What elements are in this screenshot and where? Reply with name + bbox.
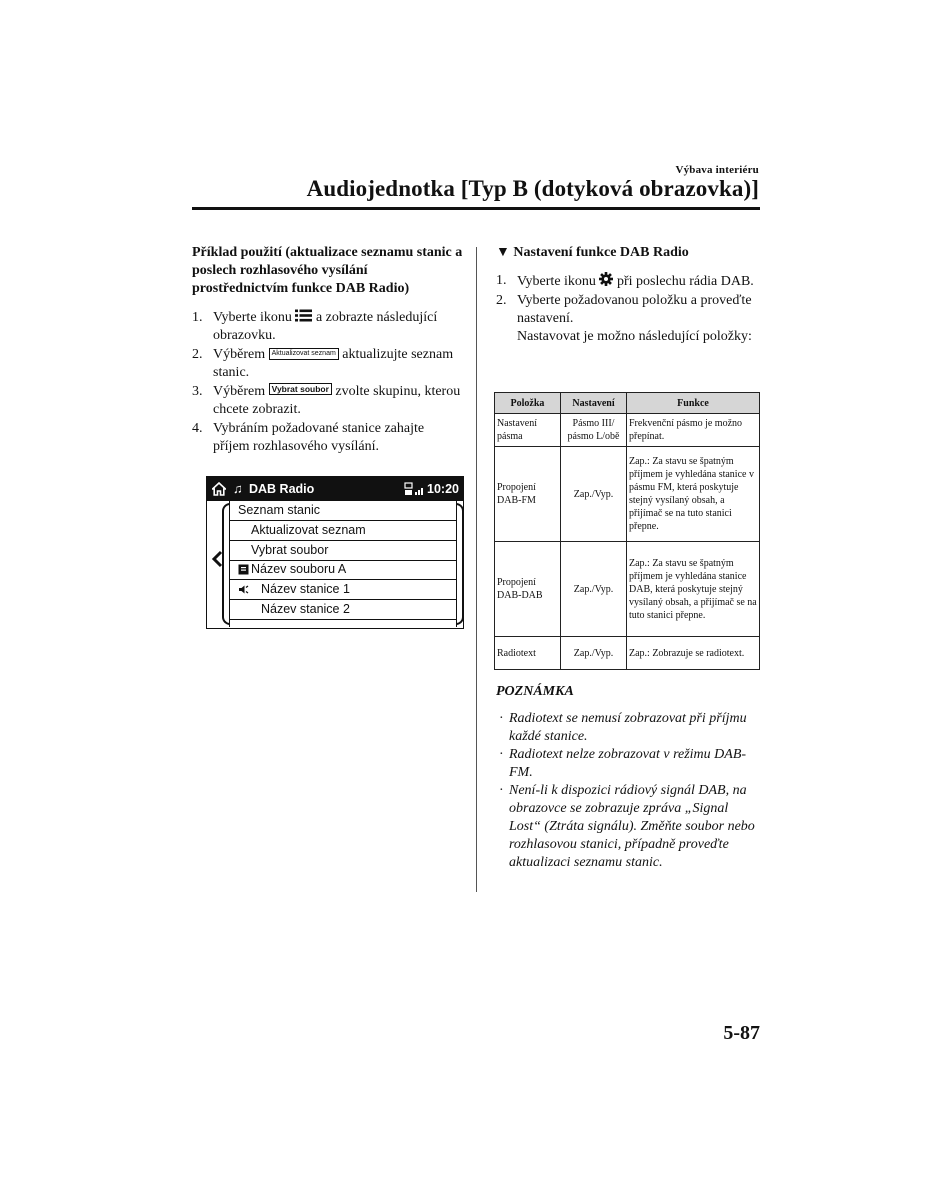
list-item[interactable]: Aktualizovat seznam: [230, 521, 456, 541]
screen-title: DAB Radio: [249, 482, 315, 496]
page-number: 5-87: [723, 1022, 760, 1044]
list-item: 1. Vyberte ikonu při poslechu rádia DAB.: [496, 273, 754, 289]
list-item[interactable]: Vybrat soubor: [230, 541, 456, 561]
column-divider: [476, 247, 477, 892]
table-cell: Zap.: Za stavu se špatným příjmem je vyhledána stanice DAB, která poskytuje stejný vysílaný obsah, a přijímač se na tuto stanici přepne.: [627, 542, 760, 637]
column-header-function: Funkce: [627, 393, 760, 414]
table-header-row: [495, 393, 760, 414]
bullet: ·: [499, 711, 504, 726]
music-note-icon: ♫: [233, 481, 243, 496]
clock: 10:20: [427, 482, 459, 496]
speaker-icon: [238, 584, 249, 595]
note-block: [496, 683, 761, 872]
home-icon[interactable]: [212, 482, 226, 496]
dab-radio-screen: [206, 476, 464, 629]
column-header-setting: Nastavení: [561, 393, 627, 414]
table-row: [495, 637, 760, 670]
table-cell: Zap./Vyp.: [561, 447, 627, 542]
right-column: [496, 244, 761, 347]
folder-icon: [238, 564, 249, 575]
note-title: POZNÁMKA: [496, 684, 574, 699]
table-row: [495, 447, 760, 542]
column-header-item: Položka: [495, 393, 561, 414]
table-cell: Propojení DAB-FM: [495, 447, 561, 542]
table-cell: Frekvenční pásmo je možno přepínat.: [627, 414, 760, 447]
list-item[interactable]: Seznam stanic: [230, 501, 456, 521]
dab-settings-heading: ▼ Nastavení funkce DAB Radio: [496, 245, 689, 260]
table-cell: Zap.: Zobrazuje se radiotext.: [627, 637, 760, 670]
update-list-button-label: Aktualizovat seznam: [269, 348, 339, 360]
bullet: ·: [499, 747, 504, 762]
example-steps: [192, 309, 464, 456]
list-item: 4. Vybráním požadované stanice zahajte příjem rozhlasového vysílání.: [192, 421, 425, 454]
table-cell: Propojení DAB-DAB: [495, 542, 561, 637]
bullet: ·: [499, 783, 504, 798]
table-cell: Radiotext: [495, 637, 561, 670]
table-cell: Zap./Vyp.: [561, 637, 627, 670]
note-item: · Není-li k dispozici rádiový signál DAB, na obrazovce se zobrazuje zpráva „Signal Lost“ (Ztráta signálu). Změňte soubor nebo rozhlasovou stanici, případně proveďte aktualizaci seznamu stanic.: [499, 783, 755, 870]
gear-icon: [599, 272, 613, 286]
note-item: · Radiotext se nemusí zobrazovat při příjmu každé stanice.: [499, 711, 747, 744]
left-column: [192, 244, 464, 457]
example-heading: Příklad použití (aktualizace seznamu stanic a poslech rozhlasového vysílání prostřednictvím funkce DAB Radio): [192, 245, 463, 296]
table-cell: Zap.: Za stavu se špatným příjmem je vyhledána stanice v pásmu FM, která poskytuje stejný vysílaný obsah, a přijímač se na tuto stanici přepne.: [627, 447, 760, 542]
title-rule: [192, 207, 760, 210]
chapter-title: Audiojednotka [Typ B (dotyková obrazovka)]: [306, 176, 759, 201]
table-cell: Pásmo III/ pásmo L/obě: [561, 414, 627, 447]
signal-icon: [403, 482, 425, 496]
note-item: · Radiotext nelze zobrazovat v režimu DAB-FM.: [499, 747, 747, 780]
list-item: 3. Výběrem Vybrat soubor zvolte skupinu, kterou chcete zobrazit.: [192, 384, 461, 417]
screen-header: [207, 477, 463, 501]
list-item[interactable]: Název souboru A: [230, 560, 456, 580]
list-item[interactable]: Název stanice 2: [230, 600, 456, 620]
settings-table: [494, 392, 760, 670]
list-item[interactable]: Název stanice 1: [230, 580, 456, 600]
station-list: [229, 501, 457, 627]
list-item: 2. Výběrem Aktualizovat seznam aktualizujte seznam stanic.: [192, 347, 454, 380]
table-cell: Nastavení pásma: [495, 414, 561, 447]
table-row: [495, 542, 760, 637]
list-item: 2. Vyberte požadovanou položku a proveďte nastavení. Nastavovat je možno následující položky:: [496, 293, 752, 344]
list-icon: [295, 309, 312, 322]
table-cell: Zap./Vyp.: [561, 542, 627, 637]
select-file-button-label: Vybrat soubor: [269, 383, 332, 395]
table-row: [495, 414, 760, 447]
list-item: 1. Vyberte ikonu a zobrazte následující obrazovku.: [192, 310, 438, 343]
settings-steps: [496, 272, 761, 346]
section-label: Výbava interiéru: [675, 164, 759, 176]
